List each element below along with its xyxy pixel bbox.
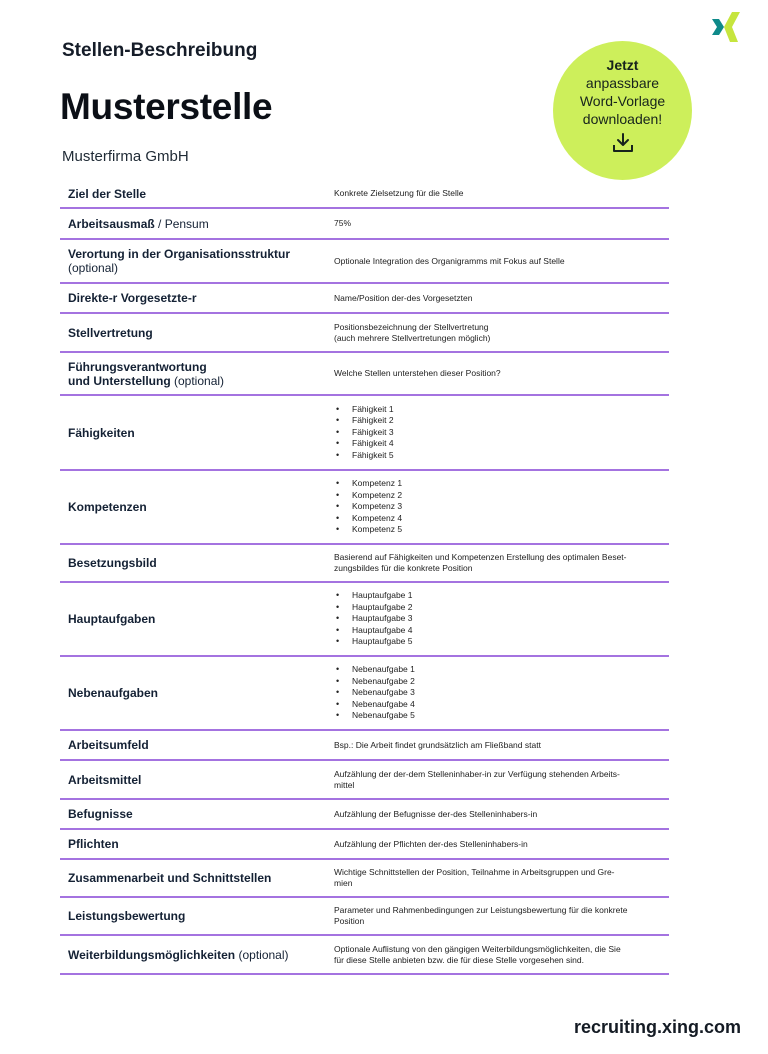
row-label: Direkte-r Vorgesetzte-r	[68, 291, 197, 305]
row-value: Basierend auf Fähigkeiten und Kompetenzen Erstellung des optimalen Beset- zungsbildes für die konkrete Position	[334, 552, 627, 573]
table-row	[60, 471, 669, 545]
page-title: Musterstelle	[60, 86, 273, 127]
row-value: Positionsbezeichnung der Stellvertretung (auch mehrere Stellvertretungen möglich)	[334, 321, 491, 343]
row-label: Leistungsbewertung	[68, 909, 186, 923]
row-value: Wichtige Schnittstellen der Position, Teilnahme in Arbeitsgruppen und Gre- mien	[334, 867, 615, 888]
table-row	[60, 830, 669, 860]
row-value: Name/Position der-des Vorgesetzten	[334, 292, 473, 303]
list-item: • Fähigkeit 5	[352, 450, 669, 462]
table-row	[60, 800, 669, 830]
row-value: Bsp.: Die Arbeit findet grundsätzlich am Fließband statt	[334, 739, 541, 750]
job-description-table	[60, 180, 669, 975]
table-row	[60, 284, 669, 314]
list-item: • Kompetenz 4	[352, 513, 669, 525]
row-label: Befugnisse	[68, 807, 133, 821]
badge-line-4: downloaden!	[582, 111, 663, 127]
row-label: Weiterbildungsmöglichkeiten (optional)	[68, 947, 289, 962]
badge-line-2: anpassbare	[585, 75, 660, 91]
list-item: • Kompetenz 3	[352, 501, 669, 513]
row-value: Aufzählung der Befugnisse der-des Stelleninhabers-in	[334, 808, 538, 819]
row-label: Fähigkeiten	[68, 425, 135, 440]
row-value	[326, 664, 669, 722]
list-item: • Fähigkeit 3	[352, 427, 669, 439]
list-item: • Nebenaufgabe 4	[352, 699, 669, 711]
table-row	[60, 657, 669, 731]
list-item: • Fähigkeit 2	[352, 415, 669, 427]
badge-line-3: Word-Vorlage	[579, 93, 666, 109]
list-item: • Nebenaufgabe 5	[352, 710, 669, 722]
list-item: • Nebenaufgabe 2	[352, 676, 669, 688]
download-template-badge[interactable]	[553, 41, 692, 180]
list-item: • Hauptaufgabe 3	[352, 613, 669, 625]
row-value: 75%	[334, 218, 352, 228]
bullet-list	[334, 404, 669, 462]
bullet-list	[334, 478, 669, 536]
badge-line-1: Jetzt	[606, 57, 639, 73]
table-row	[60, 240, 669, 284]
list-item: • Fähigkeit 1	[352, 404, 669, 416]
list-item: • Hauptaufgabe 4	[352, 625, 669, 637]
row-value	[326, 590, 669, 648]
table-row	[60, 761, 669, 800]
list-item: • Hauptaufgabe 1	[352, 590, 669, 602]
row-label: Verortung in der Organisationsstruktur (optional)	[68, 247, 291, 275]
row-value	[326, 478, 669, 536]
list-item: • Kompetenz 5	[352, 524, 669, 536]
row-value: Aufzählung der der-dem Stelleninhaber-in zur Verfügung stehenden Arbeits- mittel	[334, 768, 620, 790]
table-row	[60, 936, 669, 975]
company-name: Musterfirma GmbH	[62, 148, 189, 165]
row-value: Welche Stellen unterstehen dieser Position?	[334, 368, 501, 378]
list-item: • Kompetenz 1	[352, 478, 669, 490]
footer-url: recruiting.xing.com	[574, 1017, 742, 1037]
row-label: Ziel der Stelle	[68, 186, 147, 201]
row-value	[326, 404, 669, 462]
row-value: Optionale Integration des Organigramms mit Fokus auf Stelle	[334, 255, 565, 266]
row-label: Pflichten	[68, 837, 119, 851]
row-value: Aufzählung der Pflichten der-des Stelleninhabers-in	[334, 838, 528, 849]
table-row	[60, 353, 669, 396]
table-row	[60, 860, 669, 898]
row-label: Arbeitsausmaß / Pensum	[68, 216, 209, 231]
table-row	[60, 583, 669, 657]
list-item: • Hauptaufgabe 5	[352, 636, 669, 648]
list-item: • Nebenaufgabe 1	[352, 664, 669, 676]
bullet-list	[334, 664, 669, 722]
row-label: Hauptaufgaben	[68, 612, 156, 626]
table-row	[60, 898, 669, 936]
table-row	[60, 396, 669, 471]
document-type: Stellen-Beschreibung	[62, 40, 258, 61]
row-value: Optionale Auflistung von den gängigen Weiterbildungsmöglichkeiten, die Sie für diese Stelle anbieten bzw. die für diese Stelle vorgesehen sind.	[334, 943, 621, 965]
row-value: Konkrete Zielsetzung für die Stelle	[334, 188, 464, 198]
xing-logo-icon	[710, 10, 744, 44]
table-row	[60, 209, 669, 240]
row-label: Kompetenzen	[68, 500, 147, 514]
table-row	[60, 314, 669, 353]
table-row	[60, 731, 669, 761]
table-row	[60, 545, 669, 583]
row-label: Zusammenarbeit und Schnittstellen	[68, 871, 272, 885]
download-icon	[612, 133, 634, 153]
row-label: Arbeitsmittel	[68, 772, 142, 787]
row-label: Führungsverantwortung und Unterstellung (optional)	[68, 359, 225, 388]
row-label: Arbeitsumfeld	[68, 738, 149, 752]
list-item: • Kompetenz 2	[352, 490, 669, 502]
row-label: Besetzungsbild	[68, 556, 157, 570]
row-label: Nebenaufgaben	[68, 686, 159, 700]
list-item: • Fähigkeit 4	[352, 438, 669, 450]
row-value: Parameter und Rahmenbedingungen zur Leistungsbewertung für die konkrete Position	[334, 905, 628, 926]
list-item: • Hauptaufgabe 2	[352, 602, 669, 614]
list-item: • Nebenaufgabe 3	[352, 687, 669, 699]
table-row	[60, 180, 669, 209]
bullet-list	[334, 590, 669, 648]
row-label: Stellvertretung	[68, 325, 153, 340]
